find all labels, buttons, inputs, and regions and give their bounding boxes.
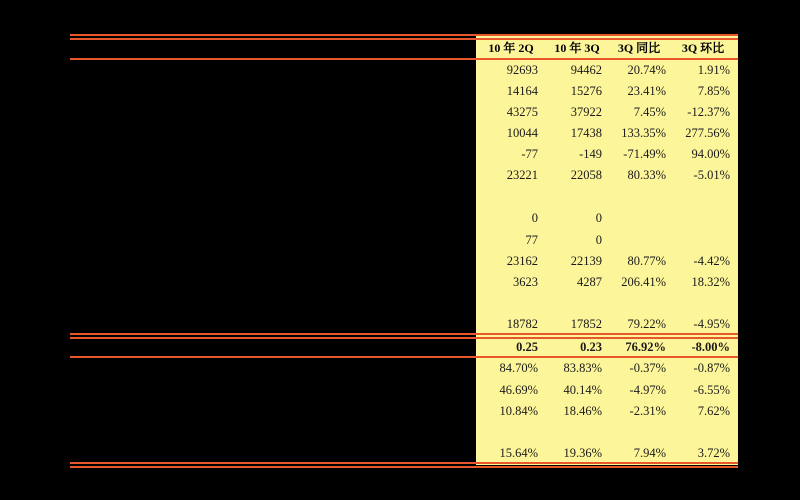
- cell-yoy: 23.41%: [627, 84, 666, 98]
- cell-yoy: 80.77%: [627, 254, 666, 268]
- cell-yoy: 206.41%: [621, 275, 666, 289]
- cell-value-3q: 17852: [570, 317, 602, 331]
- cell-qoq: -0.87%: [693, 361, 730, 375]
- cell-value-2q: 18782: [506, 317, 538, 331]
- cell-value-2q: [478, 293, 538, 314]
- cell-qoq: 7.85%: [697, 84, 730, 98]
- cell-qoq: [670, 186, 730, 207]
- cell-value-3q: 15276: [570, 84, 602, 98]
- cell-value-3q: 4287: [577, 275, 602, 289]
- cell-value-3q: 18.46%: [563, 404, 602, 418]
- cell-qoq: -4.95%: [693, 317, 730, 331]
- cell-value-3q: 37922: [570, 105, 602, 119]
- cell-value-3q: 22139: [570, 254, 602, 268]
- cell-yoy: -0.37%: [629, 361, 666, 375]
- cell-value-2q: 0: [531, 211, 538, 225]
- cell-yoy: 80.33%: [627, 168, 666, 182]
- cell-value-3q: 40.14%: [563, 383, 602, 397]
- cell-value-3q: [542, 186, 602, 207]
- cell-yoy: 79.22%: [627, 317, 666, 331]
- cell-value-2q: 46.69%: [499, 383, 538, 397]
- cell-value-2q: 23162: [506, 254, 538, 268]
- cell-qoq: 3.72%: [697, 446, 730, 460]
- cell-yoy: 20.74%: [627, 63, 666, 77]
- cell-value-3q: [542, 293, 602, 314]
- cell-yoy: 7.94%: [633, 446, 666, 460]
- cell-yoy: 133.35%: [621, 126, 666, 140]
- cell-value-2q: 0.25: [516, 340, 538, 354]
- cell-value-2q: [478, 186, 538, 207]
- cell-value-2q: 92693: [506, 63, 538, 77]
- cell-yoy: 76.92%: [625, 340, 666, 354]
- cell-qoq: -12.37%: [687, 105, 730, 119]
- cell-value-2q: 10044: [506, 126, 538, 140]
- top-rule-1: [70, 34, 738, 36]
- cell-yoy: [606, 186, 666, 207]
- cell-value-2q: 23221: [506, 168, 538, 182]
- header-yoy: 3Q 同比: [617, 41, 661, 55]
- cell-qoq: [670, 422, 730, 443]
- cell-value-2q: 3623: [513, 275, 538, 289]
- cell-value-2q: 84.70%: [499, 361, 538, 375]
- cell-value-2q: 15.64%: [499, 446, 538, 460]
- bottom-rule-2: [70, 466, 738, 468]
- cell-value-3q: 83.83%: [563, 361, 602, 375]
- cell-value-3q: 19.36%: [563, 446, 602, 460]
- cell-yoy: -2.31%: [629, 404, 666, 418]
- cell-qoq: [670, 230, 730, 251]
- cell-value-3q: 0: [595, 211, 602, 225]
- cell-value-3q: 94462: [570, 63, 602, 77]
- cell-value-3q: 22058: [570, 168, 602, 182]
- cell-value-2q: 14164: [506, 84, 538, 98]
- cell-qoq: -8.00%: [691, 340, 730, 354]
- cell-yoy: [606, 422, 666, 443]
- cell-value-2q: 43275: [506, 105, 538, 119]
- cell-value-2q: [478, 422, 538, 443]
- cell-qoq: -6.55%: [693, 383, 730, 397]
- cell-qoq: 277.56%: [685, 126, 730, 140]
- cell-value-2q: 10.84%: [499, 404, 538, 418]
- cell-value-3q: [542, 422, 602, 443]
- cell-yoy: -71.49%: [623, 147, 666, 161]
- header-3q: 10 年 3Q: [554, 41, 600, 55]
- cell-qoq: [670, 208, 730, 229]
- cell-yoy: [606, 208, 666, 229]
- header-2q: 10 年 2Q: [488, 41, 534, 55]
- cell-value-3q: 17438: [570, 126, 602, 140]
- cell-yoy: [606, 293, 666, 314]
- cell-qoq: 7.62%: [697, 404, 730, 418]
- cell-qoq: 94.00%: [691, 147, 730, 161]
- cell-value-3q: -149: [579, 147, 602, 161]
- cell-qoq: [670, 293, 730, 314]
- cell-value-2q: -77: [521, 147, 538, 161]
- cell-value-3q: 0.23: [580, 340, 602, 354]
- cell-value-3q: 0: [595, 233, 602, 247]
- header-qoq: 3Q 环比: [681, 41, 725, 55]
- cell-yoy: -4.97%: [629, 383, 666, 397]
- cell-qoq: 18.32%: [691, 275, 730, 289]
- cell-value-2q: 77: [525, 233, 538, 247]
- cell-qoq: -4.42%: [693, 254, 730, 268]
- cell-qoq: 1.91%: [697, 63, 730, 77]
- cell-qoq: -5.01%: [693, 168, 730, 182]
- cell-yoy: 7.45%: [633, 105, 666, 119]
- cell-yoy: [606, 230, 666, 251]
